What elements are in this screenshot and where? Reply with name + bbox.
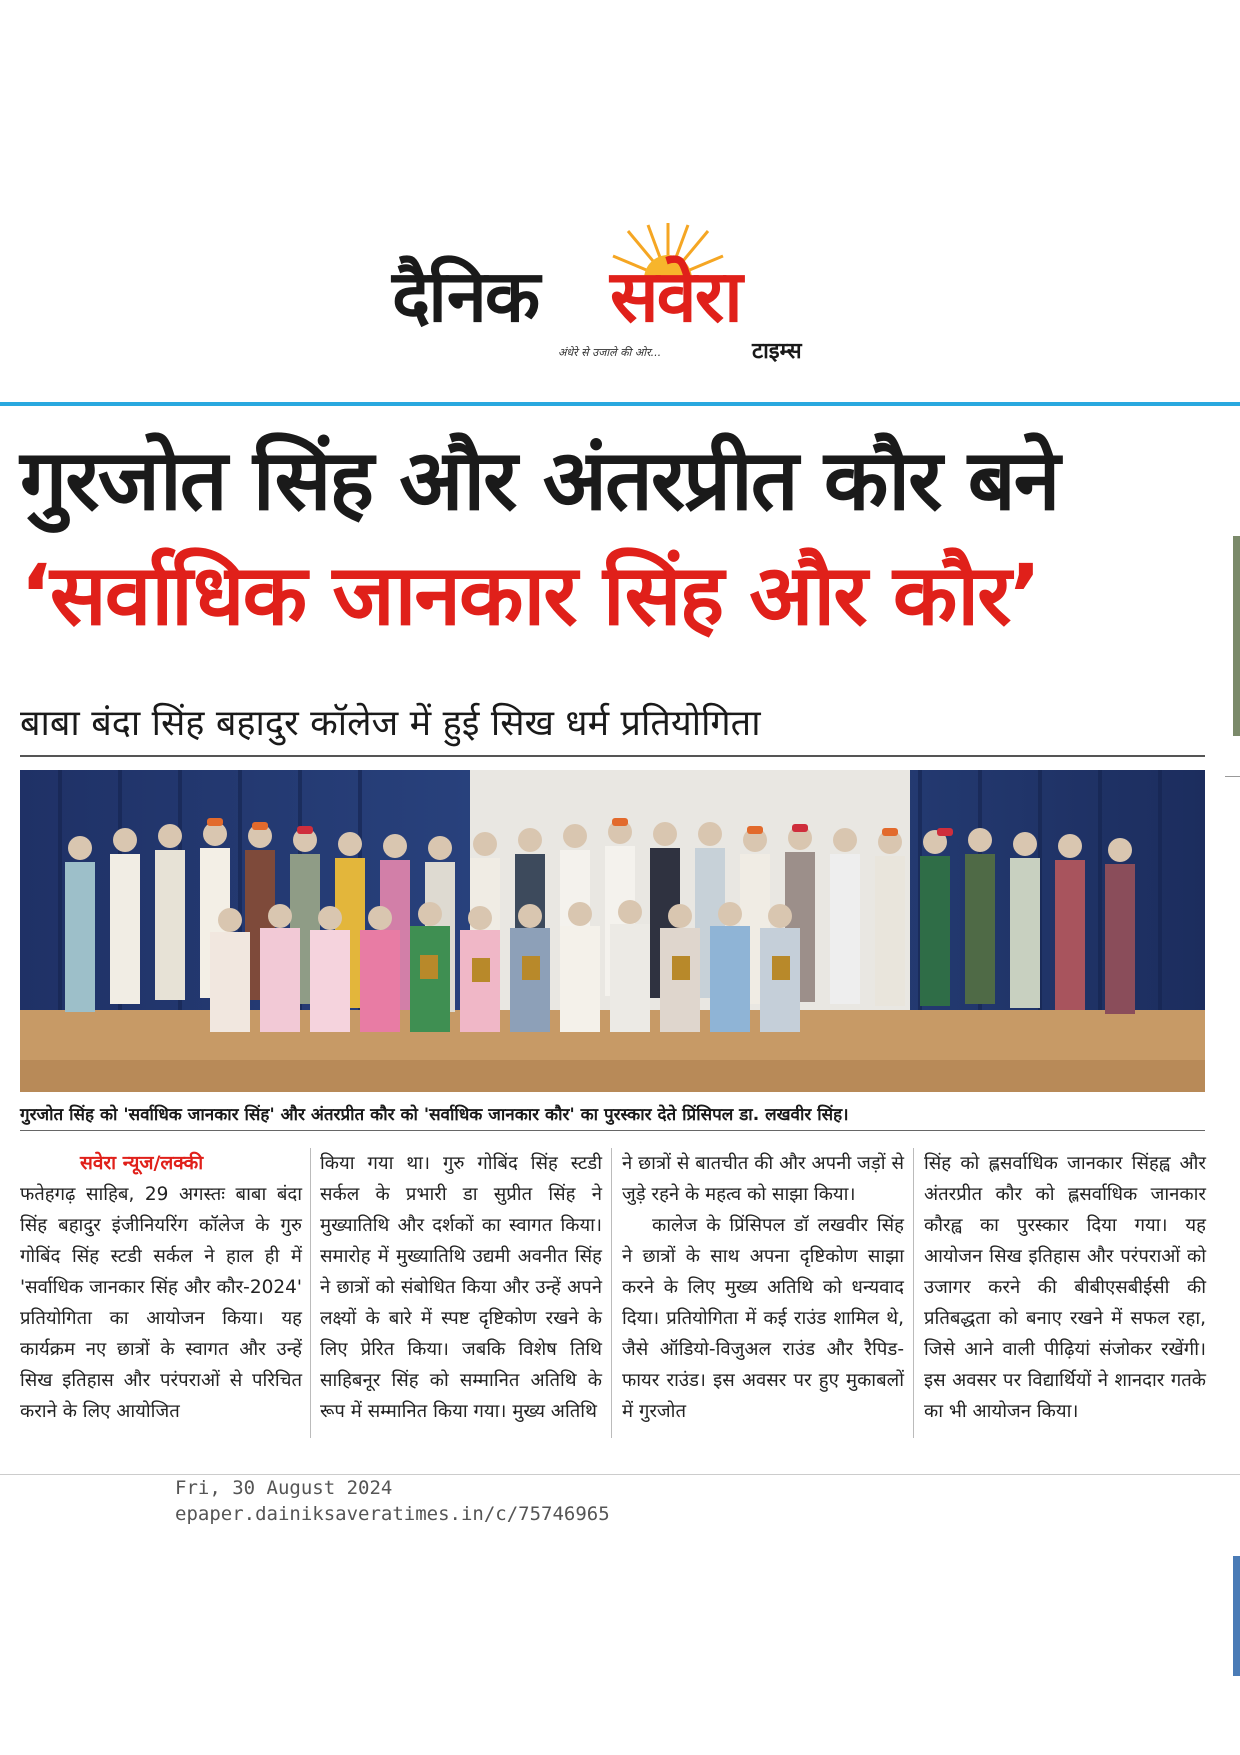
subheadline: बाबा बंदा सिंह बहादुर कॉलेज में हुई सिख धर्म प्रतियोगिता xyxy=(20,703,761,744)
masthead-logo xyxy=(380,215,860,365)
article-paragraph: ने छात्रों से बातचीत की और अपनी जड़ों से जुड़े रहने के महत्व को साझा किया। xyxy=(622,1153,904,1205)
divider xyxy=(20,1130,1205,1131)
article-column-4 xyxy=(924,1148,1206,1427)
masthead-tagline: अंधेरे से उजाले की ओर... xyxy=(558,346,662,359)
adjacent-photo xyxy=(1233,536,1240,736)
adjacent-photo xyxy=(1233,1556,1240,1676)
adjacent-column-edge xyxy=(1225,406,1240,1716)
article-paragraph: फतेहगढ़ साहिब, 29 अगस्तः बाबा बंदा सिंह बहादुर इंजीनियरिंग कॉलेज के गुरु गोबिंद सिंह स्टडी सर्कल ने हाल ही में 'सर्वाधिक जानकार सिंह और कौर-2024' प्रतियोगिता का आयोजन किया। यह कार्यक्रम नए छात्रों के स्वागत और उन्हें सिख इतिहास और परंपराओं से परिचित कराने के लिए आयोजित xyxy=(20,1184,302,1422)
divider xyxy=(1225,776,1240,777)
article-column-3 xyxy=(622,1148,904,1427)
masthead-name-part2: सवेरा xyxy=(610,254,741,338)
column-divider xyxy=(913,1148,914,1438)
byline: सवेरा न्यूज/लक्की xyxy=(80,1152,204,1174)
column-divider xyxy=(611,1148,612,1438)
publish-date: Fri, 30 August 2024 xyxy=(175,1477,393,1499)
source-url[interactable]: epaper.dainiksaveratimes.in/c/75746965 xyxy=(175,1503,610,1525)
group-photo xyxy=(20,770,1205,1092)
article-column-2 xyxy=(320,1148,602,1427)
article-paragraph: कालेज के प्रिंसिपल डॉ लखवीर सिंह ने छात्रों के साथ अपना दृष्टिकोण साझा करने के लिए मुख्य अतिथि को धन्यवाद दिया। प्रतियोगिता में कई राउंड शामिल थे, जैसे ऑडियो-विजुअल राउंड और रैपिड-फायर राउंड। इस अवसर पर हुए मुकाबलों में गुरजोत xyxy=(622,1215,904,1422)
masthead-suffix: टाइम्स xyxy=(752,339,802,364)
photo-caption: गुरजोत सिंह को 'सर्वाधिक जानकार सिंह' और अंतरप्रीत कौर को 'सर्वाधिक जानकार कौर' का पुरस्कार देते प्रिंसिपल डा. लखवीर सिंह। xyxy=(20,1105,849,1125)
headline-line2: ‘सर्वाधिक जानकार सिंह और कौर’ xyxy=(20,546,1040,644)
headline-line1: गुरजोत सिंह और अंतरप्रीत कौर बने xyxy=(20,431,1059,529)
divider xyxy=(20,755,1205,757)
footer xyxy=(175,1475,610,1527)
article-paragraph: सिंह को ह्लसर्वाधिक जानकार सिंहह्व और अंतरप्रीत कौर को ह्लसर्वाधिक जानकार कौरह्व का पुरस्कार दिया गया। यह आयोजन सिख इतिहास और परंपराओं को उजागर करने की बीबीएसबीईसी की प्रतिबद्धता को बनाए रखने में सफल रहा, जिसे आने वाली पीढ़ियां संजोकर रखेंगी। इस अवसर पर विद्यार्थियों ने शानदार गतके का भी आयोजन किया। xyxy=(924,1153,1206,1422)
article-column-1 xyxy=(20,1148,302,1427)
article-paragraph: किया गया था। गुरु गोबिंद सिंह स्टडी सर्कल के प्रभारी डा सुप्रीत सिंह ने मुख्यातिथि और दर्शकों का स्वागत किया। समारोह में मुख्यातिथि उद्यमी अवनीत सिंह ने छात्रों को संबोधित किया और उन्हें अपने लक्ष्यों के बारे में स्पष्ट दृष्टिकोण रखने के लिए प्रेरित किया। जबकि विशेष तिथि साहिबनूर सिंह को सम्मानित अतिथि के रूप में सम्मानित किया गया। मुख्य अतिथि xyxy=(320,1153,602,1422)
header-divider xyxy=(0,402,1240,406)
masthead-name-part1: दैनिक xyxy=(392,254,539,338)
column-divider xyxy=(310,1148,311,1438)
